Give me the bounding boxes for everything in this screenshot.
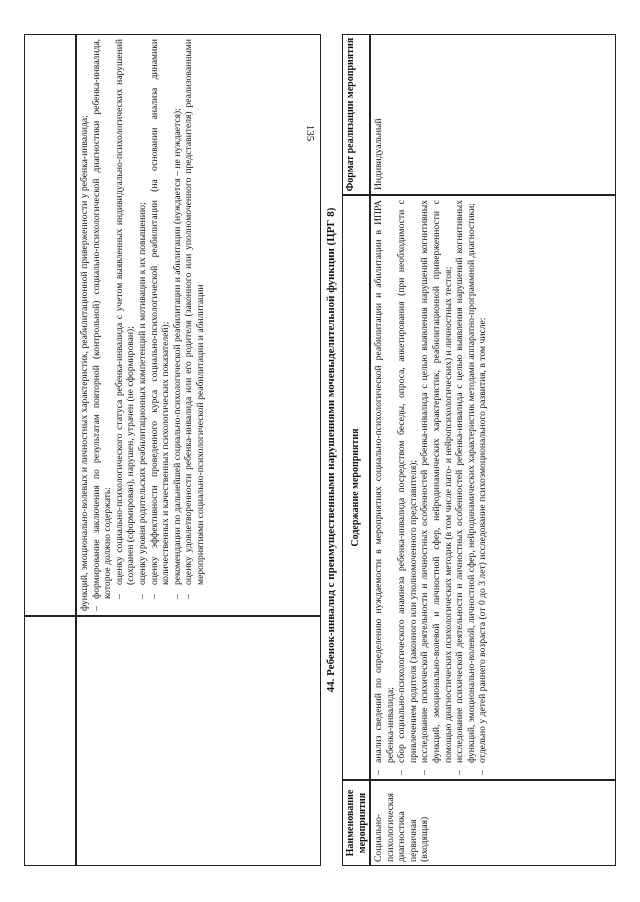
top-line-conclusion: – формирование заключения по результатам повторной (контрольной) социально-психологической диагностики ребенка-инвалида, которое должно содержать:	[91, 39, 114, 611]
content-item: – исследование психической деятельности и личностных особенностей ребенка-инвалида с целью выявления нарушений когнитивных функций, эмоционально-волевой, личностной сфер, нейродинамических характеристик методами аппаратно-программной диагностики;	[454, 200, 477, 775]
content-item: – исследование психической деятельности и личностных особенностей ребенка-инвалида с целью выявления нарушений когнитивных функций, эмоционально-волевой и личностной сфер, нейродинамических характеристик, реабилитационной приверженности с помощью диагностических психологических методик (в том числе пато- и нейропсихологических) и личностных тестов;	[419, 200, 454, 775]
top-table-left-spacer	[24, 616, 76, 866]
top-sub-item: – оценку уровня родительских реабилитационных компетенций и мотивации к их повышению;	[137, 39, 149, 611]
header-format: Формат реализации мероприятия	[342, 34, 370, 195]
top-line-continuation: функций, эмоционально-волевых и личностных характеристик, реабилитационной приверженности у ребенка-инвалида;	[79, 115, 90, 611]
top-sub-item: – оценку удовлетворенности ребенка-инвалида или его родителя (законного или уполномоченного представителя) реализованными мероприятиями социально-психологической реабилитации и абилитации	[183, 39, 206, 611]
row-name-cell: Социально-психологическая диагностика первичная (входящая)	[370, 780, 616, 866]
top-table-content-cell	[76, 34, 321, 616]
content-item: – анализ сведений по определению нуждаемости в мероприятиях социально-психологической реабилитации и абилитации в ИПРА ребенка-инвалида;	[373, 200, 396, 775]
row-content-cell	[370, 195, 616, 780]
top-sub-item: – рекомендации по дальнейшей социально-психологической реабилитации и абилитации (нуждается – не нуждается);	[172, 39, 184, 611]
top-sub-item: – оценку социально-психологического статуса ребенка-инвалида с учетом выявленных индивидуально-психологических нарушений (сохранен (сформирован), нарушен, утрачен (не сформирован);	[114, 39, 137, 611]
top-sub-item: – оценку эффективности проведенного курса социально-психологической реабилитации (на основании анализа динамики количественных и качественных психологических показателей);	[149, 39, 172, 611]
content-item: – отдельно у детей раннего возраста (от 0 до 3 лет) исследование психоэмоционального развития, в том числе:	[477, 200, 489, 775]
top-table-left-cell	[24, 34, 76, 616]
section-title: 44. Ребенок-инвалид с преимущественными нарушениями мочевыделительной функции (ЦРГ 8)	[325, 207, 337, 693]
row-format-cell: Индивидуальный	[370, 34, 616, 195]
content-item: – сбор социально-психологического анамнеза ребенка-инвалида посредством беседы, опроса, анкетирования (при необходимости с привлечением родителя (законного или уполномоченного представителя);	[396, 200, 419, 775]
rotated-page-content	[24, 34, 616, 866]
header-content: Содержание мероприятия	[342, 195, 370, 780]
page-number: 135	[304, 124, 316, 142]
header-name: Наименование мероприятия	[342, 780, 370, 866]
top-table-right-cell	[76, 616, 321, 866]
